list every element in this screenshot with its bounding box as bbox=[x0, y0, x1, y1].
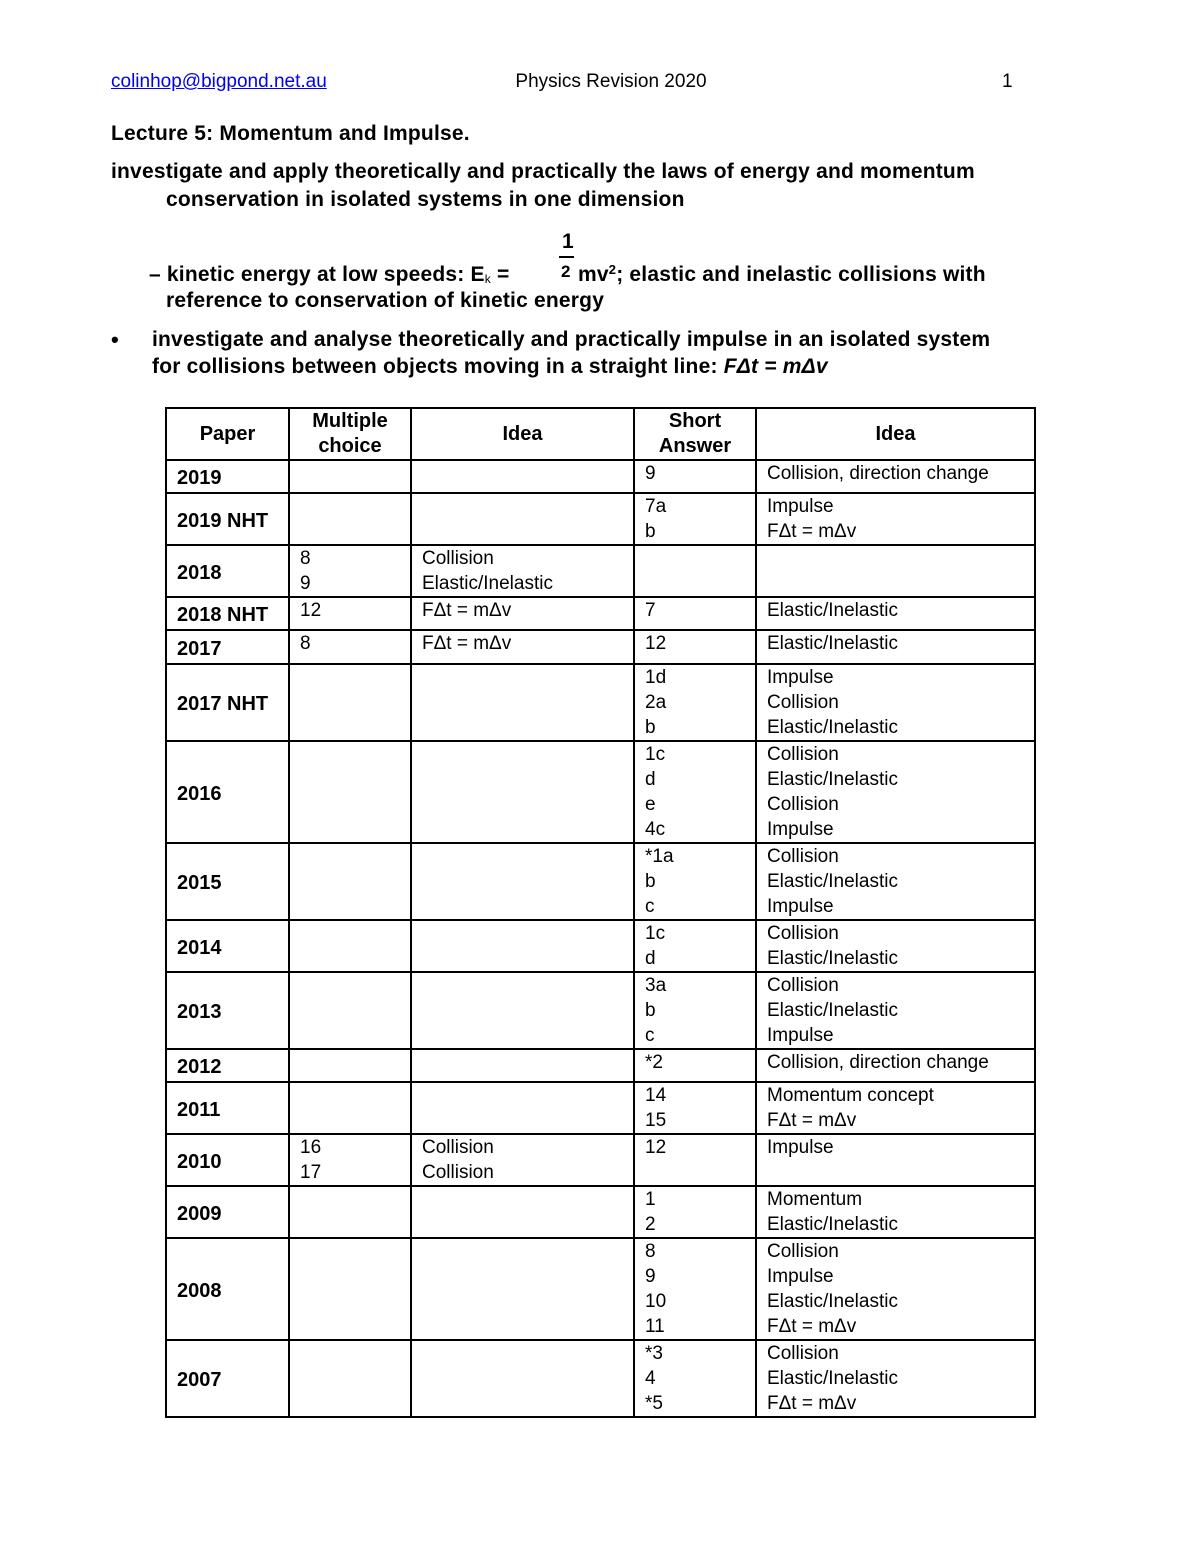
short-answer-entry: 4c bbox=[645, 819, 666, 840]
multiple-choice-entry: 16 bbox=[300, 1137, 322, 1158]
mc-idea-entry: Collision bbox=[422, 1162, 494, 1183]
sa-idea-entry: Collision bbox=[767, 923, 839, 944]
sa-idea-entry: Collision bbox=[767, 794, 839, 815]
header-short-answer: Short Answer bbox=[634, 408, 756, 460]
sa-idea-cell bbox=[756, 972, 1035, 1049]
multiple-choice-entry: 12 bbox=[300, 600, 322, 621]
short-answer-entry: 11 bbox=[645, 1316, 665, 1337]
short-answer-entry: e bbox=[645, 794, 656, 815]
short-answer-cell bbox=[634, 1134, 756, 1186]
multiple-choice-cell bbox=[289, 1340, 411, 1417]
paper-year-cell: 2019 bbox=[166, 460, 289, 493]
sa-idea-entry: Elastic/Inelastic bbox=[767, 1368, 898, 1389]
sa-idea-entry: Impulse bbox=[767, 1266, 834, 1287]
kinetic-energy-formula-start bbox=[149, 263, 509, 287]
paper-year-cell: 2018 bbox=[166, 545, 289, 597]
paper-year-cell: 2015 bbox=[166, 843, 289, 920]
sa-idea-entry: Elastic/Inelastic bbox=[767, 1214, 898, 1235]
short-answer-entry: 12 bbox=[645, 633, 667, 654]
mc-idea-entry: Collision bbox=[422, 548, 494, 569]
table-row bbox=[166, 493, 1035, 545]
sa-idea-cell bbox=[756, 1186, 1035, 1238]
mc-idea-cell bbox=[411, 1238, 634, 1340]
mc-idea-cell bbox=[411, 1082, 634, 1134]
header-sa-idea: Idea bbox=[756, 408, 1035, 460]
ke-superscript: 2 bbox=[608, 262, 617, 277]
header-mc-idea: Idea bbox=[411, 408, 634, 460]
paper-year-cell: 2007 bbox=[166, 1340, 289, 1417]
sa-idea-entry: Elastic/Inelastic bbox=[767, 717, 898, 738]
multiple-choice-cell bbox=[289, 741, 411, 843]
table-row bbox=[166, 1082, 1035, 1134]
short-answer-entry: *1a bbox=[645, 846, 674, 867]
short-answer-entry: *5 bbox=[645, 1393, 663, 1414]
short-answer-entry: b bbox=[645, 521, 656, 542]
short-answer-entry: 1c bbox=[645, 923, 666, 944]
author-email-link[interactable]: colinhop@bigpond.net.au bbox=[111, 71, 327, 92]
mc-idea-cell bbox=[411, 597, 634, 630]
sa-idea-entry: FΔt = mΔv bbox=[767, 521, 857, 542]
sa-idea-entry: FΔt = mΔv bbox=[767, 1110, 857, 1131]
table-row bbox=[166, 630, 1035, 664]
objective-line-1: investigate and apply theoretically and practically the laws of energy and momentum bbox=[111, 160, 975, 183]
multiple-choice-entry: 9 bbox=[300, 573, 311, 594]
sa-idea-cell bbox=[756, 460, 1035, 493]
sa-idea-entry: Collision bbox=[767, 1241, 839, 1262]
short-answer-entry: 15 bbox=[645, 1110, 667, 1131]
kinetic-energy-formula-end bbox=[578, 263, 986, 287]
mc-idea-cell bbox=[411, 493, 634, 545]
past-papers-table bbox=[165, 407, 1036, 1418]
sa-idea-cell bbox=[756, 545, 1035, 597]
paper-year-cell: 2016 bbox=[166, 741, 289, 843]
paper-year-cell: 2019 NHT bbox=[166, 493, 289, 545]
short-answer-entry: c bbox=[645, 896, 655, 917]
short-answer-cell bbox=[634, 1238, 756, 1340]
sa-idea-cell bbox=[756, 1340, 1035, 1417]
multiple-choice-entry: 8 bbox=[300, 548, 311, 569]
mc-idea-cell bbox=[411, 1340, 634, 1417]
multiple-choice-cell bbox=[289, 597, 411, 630]
table-row bbox=[166, 920, 1035, 972]
paper-year-cell: 2012 bbox=[166, 1049, 289, 1082]
multiple-choice-cell bbox=[289, 630, 411, 664]
sa-idea-entry: Collision, direction change bbox=[767, 463, 989, 484]
document-header-title: Physics Revision 2020 bbox=[515, 71, 707, 92]
multiple-choice-cell bbox=[289, 493, 411, 545]
table-row bbox=[166, 460, 1035, 493]
impulse-line-text: for collisions between objects moving in a straight line: bbox=[152, 355, 724, 378]
sa-idea-entry: Momentum concept bbox=[767, 1085, 934, 1106]
table-row bbox=[166, 545, 1035, 597]
bullet-icon: • bbox=[111, 327, 119, 352]
multiple-choice-entry: 17 bbox=[300, 1162, 322, 1183]
multiple-choice-cell bbox=[289, 545, 411, 597]
ke-equals: = bbox=[490, 263, 510, 286]
fraction-bar bbox=[559, 256, 574, 258]
paper-year-cell: 2014 bbox=[166, 920, 289, 972]
multiple-choice-entry: 8 bbox=[300, 633, 311, 654]
sa-idea-entry: Elastic/Inelastic bbox=[767, 600, 898, 621]
sa-idea-cell bbox=[756, 597, 1035, 630]
sa-idea-entry: Impulse bbox=[767, 1137, 834, 1158]
short-answer-cell bbox=[634, 630, 756, 664]
multiple-choice-cell bbox=[289, 664, 411, 741]
objective-line-2: conservation in isolated systems in one dimension bbox=[166, 188, 685, 211]
sa-idea-cell bbox=[756, 1082, 1035, 1134]
short-answer-cell bbox=[634, 741, 756, 843]
short-answer-cell bbox=[634, 460, 756, 493]
table-row bbox=[166, 1049, 1035, 1082]
short-answer-entry: 12 bbox=[645, 1137, 667, 1158]
ke-mv: mv bbox=[578, 263, 609, 286]
multiple-choice-cell bbox=[289, 972, 411, 1049]
short-answer-entry: 9 bbox=[645, 1266, 656, 1287]
sa-idea-entry: Impulse bbox=[767, 819, 834, 840]
sa-idea-entry: FΔt = mΔv bbox=[767, 1393, 857, 1414]
mc-idea-entry: FΔt = mΔv bbox=[422, 600, 512, 621]
page-number: 1 bbox=[1002, 71, 1013, 92]
short-answer-entry: 2a bbox=[645, 692, 667, 713]
short-answer-entry: 10 bbox=[645, 1291, 667, 1312]
short-answer-entry: b bbox=[645, 717, 656, 738]
short-answer-entry: b bbox=[645, 871, 656, 892]
table-row bbox=[166, 1186, 1035, 1238]
sa-idea-entry: Momentum bbox=[767, 1189, 863, 1210]
sa-idea-entry: Impulse bbox=[767, 1025, 834, 1046]
short-answer-entry: *2 bbox=[645, 1052, 663, 1073]
multiple-choice-cell bbox=[289, 1238, 411, 1340]
header-multiple-choice: Multiple choice bbox=[289, 408, 411, 460]
short-answer-entry: 8 bbox=[645, 1241, 656, 1262]
table-row bbox=[166, 664, 1035, 741]
sa-idea-entry: Elastic/Inelastic bbox=[767, 769, 898, 790]
sa-idea-cell bbox=[756, 664, 1035, 741]
multiple-choice-cell bbox=[289, 1186, 411, 1238]
multiple-choice-cell bbox=[289, 1082, 411, 1134]
short-answer-entry: 1d bbox=[645, 667, 667, 688]
sa-idea-cell bbox=[756, 630, 1035, 664]
fraction-numerator: 1 bbox=[562, 230, 574, 253]
ke-suffix: ; elastic and inelastic collisions with bbox=[616, 263, 986, 286]
paper-year-cell: 2018 NHT bbox=[166, 597, 289, 630]
sa-idea-entry: Elastic/Inelastic bbox=[767, 871, 898, 892]
mc-idea-cell bbox=[411, 741, 634, 843]
mc-idea-cell bbox=[411, 843, 634, 920]
short-answer-entry: 9 bbox=[645, 463, 656, 484]
table-row bbox=[166, 741, 1035, 843]
sa-idea-entry: Elastic/Inelastic bbox=[767, 633, 898, 654]
sa-idea-entry: Impulse bbox=[767, 667, 834, 688]
mc-idea-entry: Collision bbox=[422, 1137, 494, 1158]
short-answer-entry: 2 bbox=[645, 1214, 656, 1235]
short-answer-cell bbox=[634, 972, 756, 1049]
paper-year-cell: 2017 NHT bbox=[166, 664, 289, 741]
mc-idea-entry: FΔt = mΔv bbox=[422, 633, 512, 654]
lecture-title: Lecture 5: Momentum and Impulse. bbox=[111, 122, 470, 145]
mc-idea-entry: Elastic/Inelastic bbox=[422, 573, 553, 594]
short-answer-entry: 7a bbox=[645, 496, 667, 517]
mc-idea-cell bbox=[411, 920, 634, 972]
multiple-choice-cell bbox=[289, 843, 411, 920]
sa-idea-entry: Collision bbox=[767, 846, 839, 867]
paper-year-cell: 2011 bbox=[166, 1082, 289, 1134]
table-row bbox=[166, 1238, 1035, 1340]
sa-idea-cell bbox=[756, 1238, 1035, 1340]
short-answer-cell bbox=[634, 664, 756, 741]
short-answer-entry: 7 bbox=[645, 600, 656, 621]
sa-idea-entry: Elastic/Inelastic bbox=[767, 1000, 898, 1021]
paper-year-cell: 2017 bbox=[166, 630, 289, 664]
short-answer-entry: c bbox=[645, 1025, 655, 1046]
sa-idea-entry: Collision bbox=[767, 744, 839, 765]
sa-idea-entry: FΔt = mΔv bbox=[767, 1316, 857, 1337]
mc-idea-cell bbox=[411, 630, 634, 664]
short-answer-entry: *3 bbox=[645, 1343, 663, 1364]
sa-idea-entry: Collision bbox=[767, 975, 839, 996]
sa-idea-cell bbox=[756, 1049, 1035, 1082]
table-header-row bbox=[166, 408, 1035, 460]
paper-year-cell: 2008 bbox=[166, 1238, 289, 1340]
impulse-formula: FΔt = mΔv bbox=[723, 355, 828, 378]
table-row bbox=[166, 1340, 1035, 1417]
paper-year-cell: 2009 bbox=[166, 1186, 289, 1238]
short-answer-cell bbox=[634, 1049, 756, 1082]
impulse-objective-line-1: investigate and analyse theoretically and practically impulse in an isolated system bbox=[152, 328, 991, 351]
fraction-denominator: 2 bbox=[561, 262, 571, 281]
sa-idea-cell bbox=[756, 741, 1035, 843]
sa-idea-cell bbox=[756, 920, 1035, 972]
short-answer-entry: 1c bbox=[645, 744, 666, 765]
kinetic-energy-line-2: reference to conservation of kinetic energy bbox=[166, 289, 605, 312]
short-answer-entry: 3a bbox=[645, 975, 667, 996]
mc-idea-cell bbox=[411, 460, 634, 493]
multiple-choice-cell bbox=[289, 460, 411, 493]
multiple-choice-cell bbox=[289, 1134, 411, 1186]
sa-idea-cell bbox=[756, 1134, 1035, 1186]
table-row bbox=[166, 972, 1035, 1049]
impulse-objective-line-2 bbox=[152, 355, 828, 379]
paper-year-cell: 2013 bbox=[166, 972, 289, 1049]
short-answer-cell bbox=[634, 597, 756, 630]
paper-year-cell: 2010 bbox=[166, 1134, 289, 1186]
sa-idea-entry: Collision, direction change bbox=[767, 1052, 989, 1073]
ke-prefix: – kinetic energy at low speeds: E bbox=[149, 263, 485, 286]
multiple-choice-cell bbox=[289, 1049, 411, 1082]
table-row bbox=[166, 1134, 1035, 1186]
table-row bbox=[166, 597, 1035, 630]
mc-idea-cell bbox=[411, 1049, 634, 1082]
short-answer-entry: b bbox=[645, 1000, 656, 1021]
short-answer-entry: d bbox=[645, 769, 656, 790]
header-paper: Paper bbox=[166, 408, 289, 460]
sa-idea-entry: Elastic/Inelastic bbox=[767, 1291, 898, 1312]
short-answer-cell bbox=[634, 1082, 756, 1134]
mc-idea-cell bbox=[411, 664, 634, 741]
sa-idea-entry: Collision bbox=[767, 692, 839, 713]
mc-idea-cell bbox=[411, 1134, 634, 1186]
short-answer-cell bbox=[634, 1340, 756, 1417]
sa-idea-entry: Elastic/Inelastic bbox=[767, 948, 898, 969]
short-answer-cell bbox=[634, 493, 756, 545]
mc-idea-cell bbox=[411, 545, 634, 597]
mc-idea-cell bbox=[411, 1186, 634, 1238]
sa-idea-entry: Impulse bbox=[767, 496, 834, 517]
short-answer-entry: 1 bbox=[645, 1189, 656, 1210]
mc-idea-cell bbox=[411, 972, 634, 1049]
sa-idea-entry: Impulse bbox=[767, 896, 834, 917]
sa-idea-cell bbox=[756, 843, 1035, 920]
short-answer-cell bbox=[634, 545, 756, 597]
multiple-choice-cell bbox=[289, 920, 411, 972]
short-answer-entry: 14 bbox=[645, 1085, 667, 1106]
sa-idea-cell bbox=[756, 493, 1035, 545]
sa-idea-entry: Collision bbox=[767, 1343, 839, 1364]
short-answer-cell bbox=[634, 920, 756, 972]
short-answer-cell bbox=[634, 843, 756, 920]
ke-subscript: k bbox=[484, 272, 491, 286]
short-answer-cell bbox=[634, 1186, 756, 1238]
short-answer-entry: d bbox=[645, 948, 656, 969]
table-row bbox=[166, 843, 1035, 920]
short-answer-entry: 4 bbox=[645, 1368, 656, 1389]
